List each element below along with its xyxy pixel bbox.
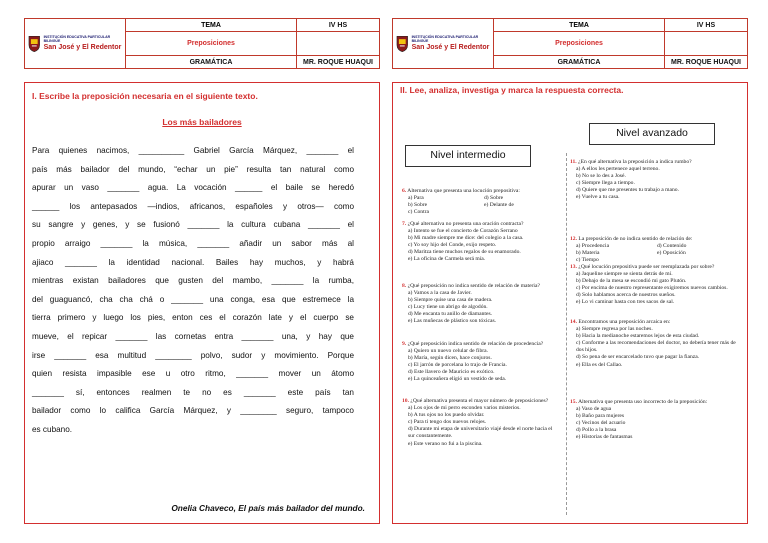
story-line: mueve, el repicar _______ las cornetas entra _______ una, y hay que (32, 331, 354, 341)
answer-option[interactable]: c) Conforme a las recomendaciones del doctor, no debería tener más de dos hijos. (576, 340, 736, 354)
story-line: bailador como lo califica García Márquez, y ________ seguro, tampoco (32, 406, 354, 416)
subject-label: GRAMÁTICA (126, 56, 297, 69)
answer-option[interactable]: b) Sobre (408, 202, 428, 209)
answer-option[interactable]: b) Baño para mujeres (576, 413, 624, 420)
question-number: 11. (570, 159, 577, 165)
question-number: 15. (570, 399, 577, 405)
answer-option[interactable]: e) Delante de (484, 202, 514, 209)
question-item (402, 283, 560, 326)
answer-option[interactable]: b) A tus ojos no los puedo olvidar. (408, 412, 485, 419)
answer-option[interactable]: a) Jaqueline siempre se sienta detrás de mí. (576, 271, 673, 278)
question-text: ¿En qué alternativa la preposición a indica rumbo? (578, 159, 692, 165)
story-line: _______ sí, entonces realmen te no es _______ este país tan (32, 387, 354, 397)
teacher-name: MR. ROQUE HUAQUI (297, 56, 380, 69)
column-divider (566, 153, 567, 515)
answer-option[interactable]: d) Pollo a la brasa (576, 427, 617, 434)
story-line: apurar un vaso _______ agua. La vocación ______ el baile se heredó (32, 183, 354, 193)
question-number: 7. (402, 221, 407, 227)
answer-option[interactable]: c) Tiempo (576, 257, 599, 264)
answer-option[interactable]: c) Lucy tiene un abrigo de algodón. (408, 304, 488, 311)
tema-label: TEMA (126, 19, 297, 32)
question-item (402, 341, 560, 384)
answer-option[interactable]: a) Procedencia (576, 243, 610, 250)
answer-option[interactable]: d) Durante mi etapa de universitario viajé desde el norte hacia el sur constantemente. (408, 426, 553, 440)
answer-option[interactable]: a) Intento se fue el concierto de Corazón Serrano (408, 228, 518, 235)
story-line: irse _______ esa multitud ________ polvo, sudor y movimiento. Porque (32, 350, 354, 360)
answer-option[interactable]: c) Yo soy hijo del Conde, exijo respeto. (408, 242, 497, 249)
question-number: 12. (570, 236, 577, 242)
story-line: es cubano. (32, 424, 73, 434)
story-line: propio arraigo _______ la música, _______ añadir un sabor más al (32, 238, 354, 248)
answer-option[interactable]: a) Vamos a la casa de Javier. (408, 290, 472, 297)
question-item (402, 221, 560, 264)
story-line: quien resista impasible ese u otro ritmo, _______ mover un átomo (32, 369, 354, 379)
question-number: 9. (402, 341, 407, 347)
story-line: ajiaco _______ la identidad nacional. Bailes hay muchos, y habrá (32, 257, 354, 267)
level-intermediate-heading: Nivel intermedio (405, 145, 531, 167)
answer-option[interactable]: b) Mi madre siempre me dice: del colegio a la casa. (408, 235, 524, 242)
answer-option[interactable]: d) Me encanta tu anillo de diamantes. (408, 311, 493, 318)
answer-option[interactable]: a) Para (408, 195, 424, 202)
question-text: ¿Qué locución prepositiva puede ser reemplazada por sobre? (578, 264, 715, 270)
school-logo (393, 19, 494, 69)
answer-option[interactable]: b) Debajo de la mesa se escondió mi gato Plutón. (576, 278, 687, 285)
question-item (570, 264, 738, 307)
answer-option[interactable]: b) Materia (576, 250, 600, 257)
header-table (24, 18, 380, 69)
school-logo (25, 19, 126, 69)
answer-option[interactable]: e) Este verano no fui a la piscina. (408, 440, 483, 447)
header-table (392, 18, 748, 69)
instruction-2: II. Lee, analiza, investiga y marca la respuesta correcta. (400, 85, 624, 95)
answer-option[interactable]: c) El jarrón de porcelana lo trajo de Francia. (408, 362, 507, 369)
question-item (570, 159, 738, 202)
answer-option[interactable]: e) Historias de fantasmas (576, 434, 633, 441)
question-text: ¿Qué alternativa no presenta una oración contracta? (407, 221, 524, 227)
school-name: San José y El Redentor (411, 43, 490, 51)
topic-title: Preposiciones (126, 32, 297, 56)
tema-label: TEMA (494, 19, 665, 32)
grade-label: IV HS (665, 19, 748, 32)
shield-icon (396, 35, 409, 53)
answer-option[interactable] (484, 209, 560, 216)
question-number: 13. (570, 264, 577, 270)
answer-option[interactable]: c) Para ti tengo dos nuevos relojes. (408, 419, 487, 426)
question-text: ¿Qué alternativa presenta el mayor número de preposiciones? (410, 398, 549, 404)
question-number: 14. (570, 319, 577, 325)
story-text (32, 145, 354, 443)
answer-option[interactable]: d) Solo hablamos acerca de nuestros sueños. (576, 292, 676, 299)
blank-cell (297, 32, 380, 56)
answer-option[interactable]: d) Maritza tiene muchos regalos de su enamorado. (408, 249, 521, 256)
school-line1: INSTITUCIÓN EDUCATIVA PARTICULAR BILINGÜE (43, 35, 111, 43)
answer-option[interactable]: e) La quinceañera eligió un vestido de seda. (408, 376, 507, 383)
question-number: 10. (402, 398, 409, 404)
question-item (570, 399, 738, 442)
blank-cell (665, 32, 748, 56)
level-advanced-heading: Nivel avanzado (589, 123, 715, 145)
question-text: La preposición de no indica sentido de relación de: (578, 236, 693, 242)
question-text: Alternativa que presenta una locución prepositiva: (407, 188, 520, 194)
answer-option[interactable]: e) Oposición (657, 250, 686, 257)
question-text: ¿Qué preposición indica sentido de relación de procedencia? (407, 341, 544, 347)
story-line: ______ los antepasados —indios, africanos, españoles y otros— como (32, 201, 354, 211)
answer-option[interactable]: c) Contra (408, 209, 429, 216)
answer-option[interactable]: e) Vuelve a tu casa. (576, 194, 620, 201)
question-text: ¿Qué preposición no indica sentido de relación de materia? (407, 283, 540, 289)
teacher-name: MR. ROQUE HUAQUI (665, 56, 748, 69)
subject-label: GRAMÁTICA (494, 56, 665, 69)
answer-option[interactable]: c) Vecinos del acuario (576, 420, 626, 427)
question-text: Encontramos una preposición arcaica en: (578, 319, 671, 325)
question-item (402, 398, 560, 448)
story-line: Para quienes nacimos, __________ Gabriel García Márquez, _______ el (32, 146, 354, 155)
answer-option[interactable]: b) Siempre quise una casa de madera. (408, 297, 493, 304)
question-item (402, 188, 560, 216)
question-number: 8. (402, 283, 407, 289)
story-line: su sangre y genes, y se fusionó _______ la cultura cubana _______ el (32, 220, 354, 230)
answer-option[interactable]: d) Contenido (657, 243, 687, 250)
author-credit: Onelia Chaveco, El país más bailador del mundo. (171, 503, 365, 513)
question-item (570, 236, 738, 264)
answer-option[interactable]: b) Hacia la medianoche estaremos lejos de esta ciudad. (576, 333, 700, 340)
answer-option[interactable]: a) Los ojos de mi perro esconden varios misterios. (408, 405, 521, 412)
answer-option[interactable]: b) María, según dicen, hace conjuros. (408, 355, 492, 362)
answer-option[interactable]: d) So pena de ser encarcelado tuvo que pagar la fianza. (576, 354, 700, 361)
answer-option[interactable]: c) Por encima de nuestro representante exigiremos nuevos cambios. (576, 285, 728, 292)
answer-option[interactable]: d) Sobre (484, 195, 504, 202)
instruction-1: I. Escribe la preposición necesaria en el siguiente texto. (32, 91, 258, 101)
worksheet-page-right (392, 18, 748, 447)
answer-option[interactable]: e) Las muñecas de plástico son tóxicas. (408, 318, 497, 325)
question-stem (402, 188, 560, 195)
question-text: Alternativa que presenta uso incorrecto de la preposición: (578, 399, 708, 405)
exercise-box-left (24, 82, 380, 524)
answer-option[interactable]: e) La oficina de Carmela será mía. (408, 256, 486, 263)
story-line: tierra primero y luego los pies, enton ces el corazón late y el cuerpo se (32, 313, 354, 323)
school-line1: INSTITUCIÓN EDUCATIVA PARTICULAR BILINGÜE (411, 35, 479, 43)
topic-title: Preposiciones (494, 32, 665, 56)
answer-option[interactable]: d) Quiere que me presentes tu trabajo a mano. (576, 187, 679, 194)
answer-option[interactable]: e) Lo vi caminar hasta con tres sacos de sal. (576, 299, 675, 306)
answer-option[interactable]: a) A ellos les pertenece aquel terreno. (576, 166, 660, 173)
answer-option[interactable]: d) Este llavero de Mauricio es exótico. (408, 369, 495, 376)
shield-icon (28, 35, 41, 53)
answer-option[interactable]: e) Ella es del Callao. (576, 361, 623, 368)
story-line: mientras existan bailadores que gusten del mambo, _______ la rumba, (32, 276, 354, 286)
answer-option[interactable]: b) No se lo des a José. (576, 173, 626, 180)
school-name: San José y El Redentor (43, 43, 122, 51)
story-line: del guaguancó, cha cha chá o _______ una conga, esa que estremece la (32, 294, 354, 304)
question-item (570, 319, 738, 369)
exercise-box-right (392, 82, 748, 524)
answer-option[interactable]: a) Vaso de agua (576, 406, 612, 413)
question-number: 6. (402, 188, 407, 194)
answer-option[interactable]: c) Siempre llega a tiempo. (576, 180, 635, 187)
story-line: país más bailador del mundo, “echar un pie” resulta tan natural como (32, 164, 354, 174)
grade-label: IV HS (297, 19, 380, 32)
answer-option[interactable]: a) Quiero un nuevo celular de fibra. (408, 348, 488, 355)
story-title: Los más bailadores (162, 117, 242, 127)
worksheet-page-left (24, 18, 380, 513)
answer-option[interactable]: a) Siempre regresa por las noches. (576, 326, 653, 333)
